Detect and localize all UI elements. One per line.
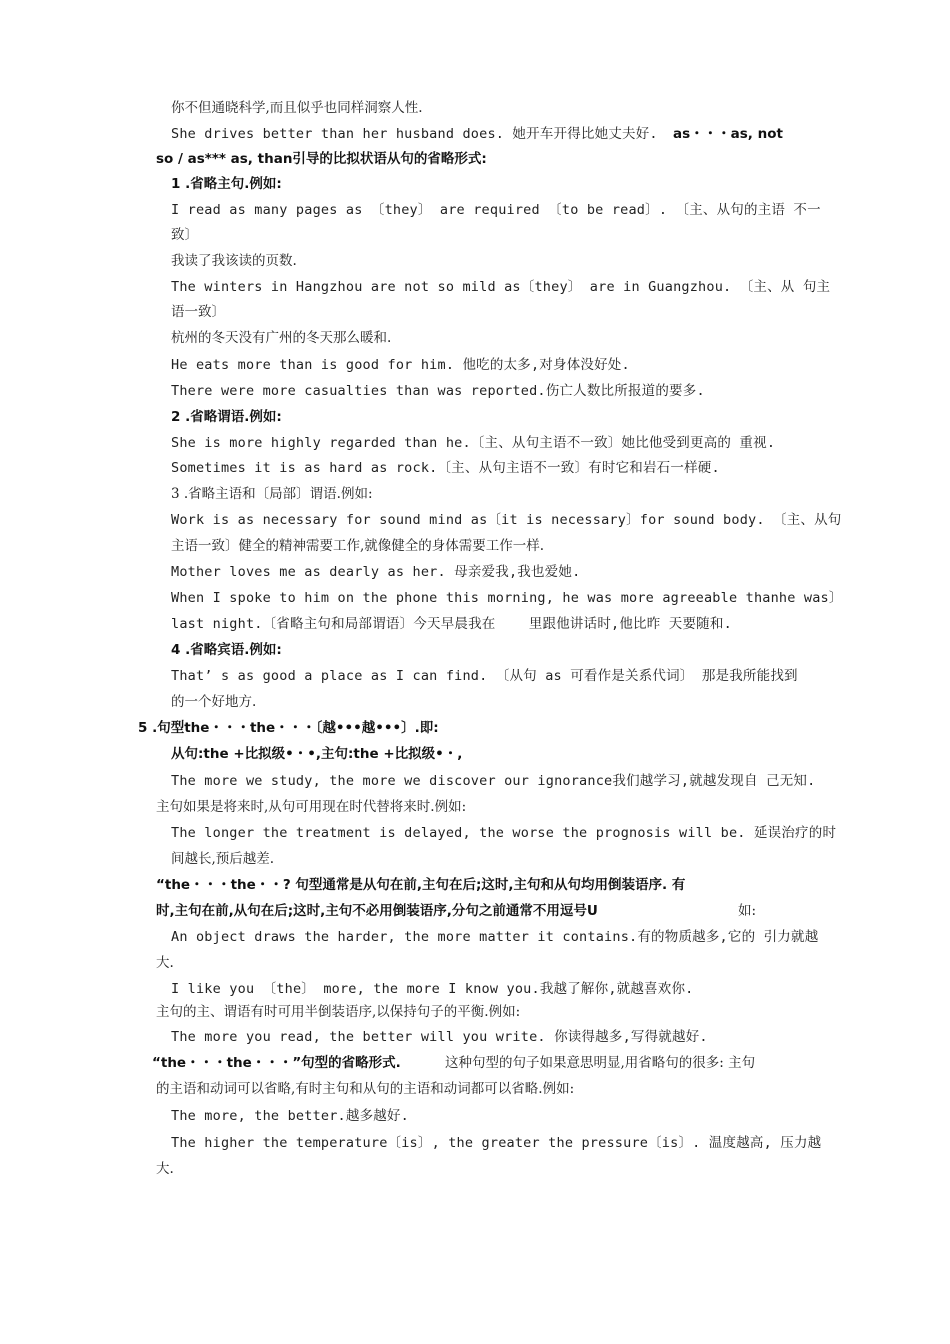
text-line: The more you read, the better will you write. 你读得越多,写得就越好. bbox=[171, 1029, 708, 1045]
text-line: 大. bbox=[156, 1161, 174, 1177]
text-line: last night.〔省略主句和局部谓语〕今天早晨我在 里跟他讲话时,他比昨 天要随和. bbox=[171, 616, 732, 632]
text-line: There were more casualties than was reported.伤亡人数比所报道的要多. bbox=[171, 383, 705, 399]
subsection-heading: 4 .省略宾语.例如: bbox=[171, 642, 282, 658]
text-line: Sometimes it is as hard as rock.〔主、从句主语不一致〕有时它和岩石一样硬. bbox=[171, 460, 720, 476]
text-line: The higher the temperature〔is〕, the greater the pressure〔is〕. 温度越高, 压力越 bbox=[171, 1135, 822, 1151]
text-line: 主句的主、谓语有时可用半倒装语序,以保持句子的平衡.例如: bbox=[156, 1004, 521, 1020]
subsection-heading: 3 .省略主语和〔局部〕谓语.例如: bbox=[171, 486, 373, 502]
text-line: 我读了我该读的页数. bbox=[171, 253, 297, 269]
text-line: She drives better than her husband does. 她开车开得比她丈夫好. bbox=[171, 126, 658, 142]
text-line: 的一个好地方. bbox=[171, 694, 257, 710]
text-line: I like you 〔the〕 more, the more I know you.我越了解你,就越喜欢你. bbox=[171, 981, 694, 997]
text-line: She is more highly regarded than he.〔主、从句主语不一致〕她比他受到更高的 重视. bbox=[171, 435, 776, 451]
subsection-heading: 2 .省略谓语.例如: bbox=[171, 409, 282, 425]
text-line: When I spoke to him on the phone this morning, he was more agreeable thanhe was〕 bbox=[171, 590, 843, 606]
section-heading: so / as*** as, than引导的比拟状语从句的省略形式: bbox=[156, 151, 487, 167]
text-line: Mother loves me as dearly as her. 母亲爱我,我也爱她. bbox=[171, 564, 581, 580]
text-line: 如: bbox=[738, 903, 757, 919]
text-line: I read as many pages as 〔they〕 are required 〔to be read〕. 〔主、从句的主语 不一 bbox=[171, 202, 821, 218]
text-line: 主语一致〕健全的精神需要工作,就像健全的身体需要工作一样. bbox=[171, 538, 545, 554]
bold-heading: as・・・as, not bbox=[673, 126, 783, 142]
text-line: 你不但通晓科学,而且似乎也同样洞察人性. bbox=[171, 100, 423, 116]
text-line: The more, the better.越多越好. bbox=[171, 1108, 410, 1124]
formula-line: 从句:the +比拟级•・•,主句:the +比拟级•・, bbox=[171, 746, 463, 762]
bold-paragraph-line: 时,主句在前,从句在后;这时,主句不必用倒装语序,分句之前通常不用逗号U bbox=[156, 903, 598, 919]
text-line: An object draws the harder, the more matter it contains.有的物质越多,它的 引力就越 bbox=[171, 929, 819, 945]
text-line: The longer the treatment is delayed, the worse the prognosis will be. 延误治疗的时 bbox=[171, 825, 837, 841]
section-heading: 5 .句型the・・・the・・・〔越•••越•••〕.即: bbox=[138, 720, 439, 736]
text-line: The more we study, the more we discover our ignorance我们越学习,就越发现自 己无知. bbox=[171, 773, 816, 789]
text-line: Work is as necessary for sound mind as〔it is necessary〕for sound body. 〔主、从句 bbox=[171, 512, 842, 528]
text-line: 这种句型的句子如果意思明显,用省略句的很多: 主句 bbox=[445, 1055, 756, 1071]
subsection-heading: 1 .省略主句.例如: bbox=[171, 176, 282, 192]
text-line: 杭州的冬天没有广州的冬天那么暖和. bbox=[171, 330, 392, 346]
text-line: 的主语和动词可以省略,有时主句和从句的主语和动词都可以省略.例如: bbox=[156, 1081, 575, 1097]
text-line: The winters in Hangzhou are not so mild as〔they〕 are in Guangzhou. 〔主、从 句主 bbox=[171, 279, 831, 295]
text-line: 主句如果是将来时,从句可用现在时代替将来时.例如: bbox=[156, 799, 467, 815]
text-line: 语一致〕 bbox=[171, 304, 225, 320]
text-line: 间越长,预后越差. bbox=[171, 851, 275, 867]
bold-heading: “the・・・the・・・”句型的省略形式. bbox=[152, 1055, 401, 1071]
text-line: He eats more than is good for him. 他吃的太多,对身体没好处. bbox=[171, 357, 630, 373]
text-line: 大. bbox=[156, 955, 174, 971]
text-line: That’ s as good a place as I can find. 〔从句 as 可看作是关系代词〕 那是我所能找到 bbox=[171, 668, 798, 684]
text-line: 致〕 bbox=[171, 227, 198, 243]
bold-paragraph-line: “the・・・the・・? 句型通常是从句在前,主句在后;这时,主句和从句均用倒装语序. 有 bbox=[156, 877, 686, 893]
